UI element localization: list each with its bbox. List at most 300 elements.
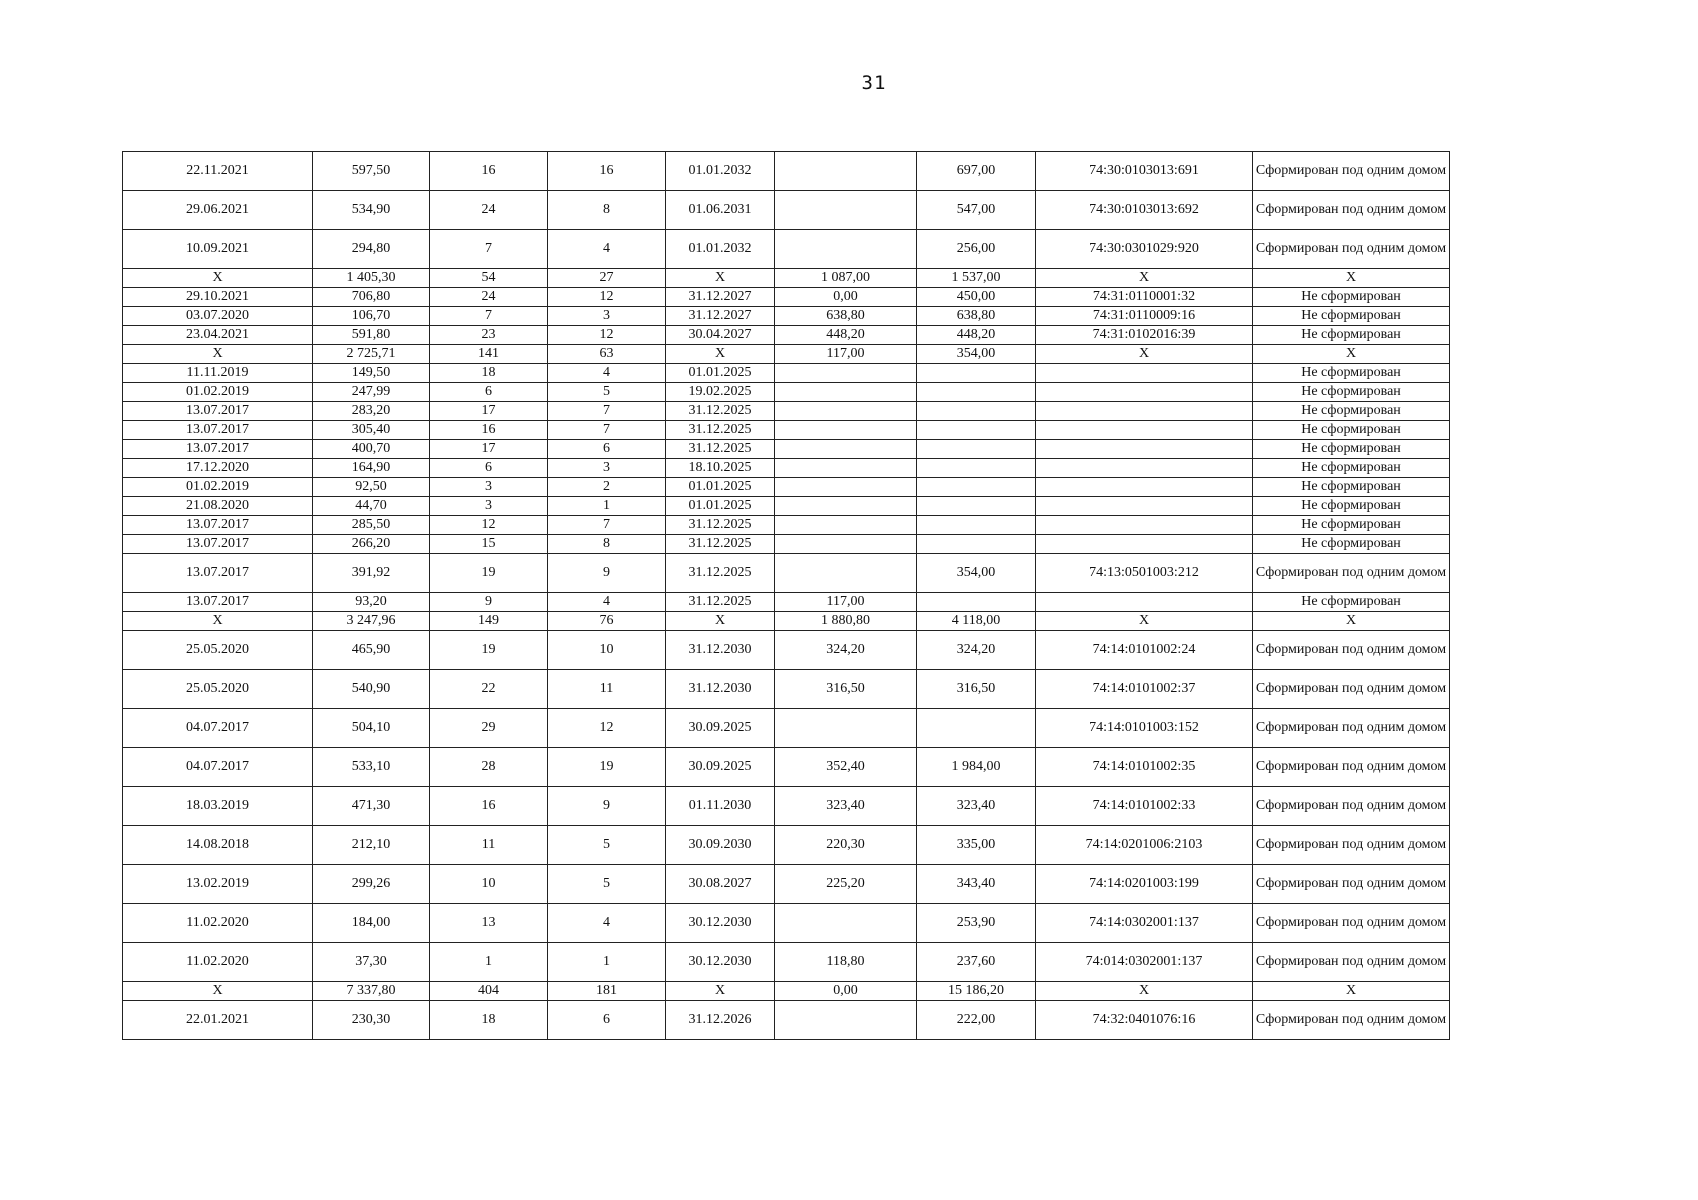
- date-cell: X: [123, 269, 313, 288]
- plot-area-cell: [917, 478, 1036, 497]
- area-cell: 591,80: [313, 326, 430, 345]
- land-area-cell: [775, 364, 917, 383]
- apartments-cell: 1: [548, 943, 666, 982]
- area-cell: 212,10: [313, 826, 430, 865]
- deadline-cell: 31.12.2026: [666, 1001, 775, 1040]
- date-cell: 01.02.2019: [123, 478, 313, 497]
- cadastral-number-cell: 74:30:0301029:920: [1036, 230, 1253, 269]
- status-cell: Не сформирован: [1253, 593, 1450, 612]
- land-area-cell: 1 087,00: [775, 269, 917, 288]
- table-row: [123, 709, 1450, 748]
- cadastral-number-cell: 74:13:0501003:212: [1036, 554, 1253, 593]
- status-cell: Сформирован под одним домом: [1253, 709, 1450, 748]
- table-row: [123, 631, 1450, 670]
- table-row: [123, 191, 1450, 230]
- cadastral-number-cell: 74:14:0101002:24: [1036, 631, 1253, 670]
- area-cell: 106,70: [313, 307, 430, 326]
- land-area-cell: [775, 516, 917, 535]
- cadastral-number-cell: 74:30:0103013:692: [1036, 191, 1253, 230]
- table-row: [123, 421, 1450, 440]
- plot-area-cell: 4 118,00: [917, 612, 1036, 631]
- cadastral-number-cell: 74:30:0103013:691: [1036, 152, 1253, 191]
- deadline-cell: 30.12.2030: [666, 904, 775, 943]
- apartments-cell: 4: [548, 230, 666, 269]
- cadastral-number-cell: [1036, 478, 1253, 497]
- apartments-cell: 7: [548, 421, 666, 440]
- deadline-cell: X: [666, 982, 775, 1001]
- cadastral-number-cell: 74:14:0101002:35: [1036, 748, 1253, 787]
- plot-area-cell: [917, 709, 1036, 748]
- apartments-cell: 3: [548, 307, 666, 326]
- land-area-cell: [775, 191, 917, 230]
- status-cell: Сформирован под одним домом: [1253, 826, 1450, 865]
- date-cell: 13.02.2019: [123, 865, 313, 904]
- cadastral-number-cell: X: [1036, 982, 1253, 1001]
- cadastral-number-cell: [1036, 383, 1253, 402]
- deadline-cell: 31.12.2030: [666, 631, 775, 670]
- status-cell: Сформирован под одним домом: [1253, 865, 1450, 904]
- apartments-cell: 2: [548, 478, 666, 497]
- deadline-cell: 18.10.2025: [666, 459, 775, 478]
- area-cell: 534,90: [313, 191, 430, 230]
- plot-area-cell: [917, 383, 1036, 402]
- status-cell: Сформирован под одним домом: [1253, 1001, 1450, 1040]
- deadline-cell: 30.09.2025: [666, 709, 775, 748]
- plot-area-cell: 450,00: [917, 288, 1036, 307]
- land-area-cell: [775, 709, 917, 748]
- date-cell: 29.06.2021: [123, 191, 313, 230]
- apartments-cell: 1: [548, 497, 666, 516]
- cadastral-number-cell: [1036, 402, 1253, 421]
- date-cell: 11.11.2019: [123, 364, 313, 383]
- residents-cell: 6: [430, 383, 548, 402]
- residents-cell: 18: [430, 364, 548, 383]
- cadastral-number-cell: X: [1036, 612, 1253, 631]
- area-cell: 247,99: [313, 383, 430, 402]
- land-area-cell: 316,50: [775, 670, 917, 709]
- plot-area-cell: [917, 402, 1036, 421]
- deadline-cell: 19.02.2025: [666, 383, 775, 402]
- land-area-cell: 117,00: [775, 345, 917, 364]
- area-cell: 44,70: [313, 497, 430, 516]
- cadastral-number-cell: [1036, 364, 1253, 383]
- deadline-cell: X: [666, 612, 775, 631]
- area-cell: 230,30: [313, 1001, 430, 1040]
- deadline-cell: X: [666, 345, 775, 364]
- status-cell: Не сформирован: [1253, 440, 1450, 459]
- table-row: [123, 787, 1450, 826]
- residents-cell: 17: [430, 440, 548, 459]
- plot-area-cell: 324,20: [917, 631, 1036, 670]
- cadastral-number-cell: 74:014:0302001:137: [1036, 943, 1253, 982]
- date-cell: 17.12.2020: [123, 459, 313, 478]
- date-cell: X: [123, 982, 313, 1001]
- deadline-cell: 01.01.2025: [666, 364, 775, 383]
- residents-cell: 12: [430, 516, 548, 535]
- deadline-cell: 01.01.2025: [666, 478, 775, 497]
- date-cell: 13.07.2017: [123, 516, 313, 535]
- date-cell: 22.11.2021: [123, 152, 313, 191]
- plot-area-cell: 15 186,20: [917, 982, 1036, 1001]
- land-area-cell: 638,80: [775, 307, 917, 326]
- residents-cell: 28: [430, 748, 548, 787]
- residents-cell: 7: [430, 230, 548, 269]
- cadastral-number-cell: [1036, 440, 1253, 459]
- cadastral-number-cell: [1036, 535, 1253, 554]
- residents-cell: 23: [430, 326, 548, 345]
- table-body: [123, 152, 1450, 1040]
- residents-cell: 149: [430, 612, 548, 631]
- date-cell: 13.07.2017: [123, 554, 313, 593]
- status-cell: X: [1253, 982, 1450, 1001]
- cadastral-number-cell: 74:14:0101002:33: [1036, 787, 1253, 826]
- area-cell: 400,70: [313, 440, 430, 459]
- apartments-cell: 181: [548, 982, 666, 1001]
- cadastral-number-cell: 74:31:0110001:32: [1036, 288, 1253, 307]
- apartments-cell: 12: [548, 288, 666, 307]
- land-area-cell: [775, 440, 917, 459]
- status-cell: X: [1253, 269, 1450, 288]
- plot-area-cell: 335,00: [917, 826, 1036, 865]
- apartments-cell: 19: [548, 748, 666, 787]
- land-area-cell: 0,00: [775, 982, 917, 1001]
- table-row: [123, 383, 1450, 402]
- area-cell: 3 247,96: [313, 612, 430, 631]
- land-area-cell: [775, 459, 917, 478]
- plot-area-cell: 323,40: [917, 787, 1036, 826]
- deadline-cell: 31.12.2030: [666, 670, 775, 709]
- residents-cell: 19: [430, 554, 548, 593]
- land-area-cell: [775, 1001, 917, 1040]
- date-cell: 13.07.2017: [123, 421, 313, 440]
- status-cell: Не сформирован: [1253, 326, 1450, 345]
- apartments-cell: 12: [548, 709, 666, 748]
- table-row: [123, 345, 1450, 364]
- plot-area-cell: 253,90: [917, 904, 1036, 943]
- apartments-cell: 9: [548, 787, 666, 826]
- cadastral-number-cell: 74:14:0201006:2103: [1036, 826, 1253, 865]
- residents-cell: 404: [430, 982, 548, 1001]
- land-area-cell: [775, 152, 917, 191]
- date-cell: 21.08.2020: [123, 497, 313, 516]
- land-area-cell: 117,00: [775, 593, 917, 612]
- cadastral-number-cell: [1036, 459, 1253, 478]
- residents-cell: 16: [430, 152, 548, 191]
- table-row: [123, 593, 1450, 612]
- table-row: [123, 612, 1450, 631]
- table-row: [123, 269, 1450, 288]
- date-cell: 13.07.2017: [123, 440, 313, 459]
- plot-area-cell: [917, 421, 1036, 440]
- land-area-cell: 0,00: [775, 288, 917, 307]
- residents-cell: 16: [430, 787, 548, 826]
- status-cell: Не сформирован: [1253, 516, 1450, 535]
- residents-cell: 9: [430, 593, 548, 612]
- area-cell: 504,10: [313, 709, 430, 748]
- residents-cell: 29: [430, 709, 548, 748]
- deadline-cell: 31.12.2025: [666, 516, 775, 535]
- date-cell: 29.10.2021: [123, 288, 313, 307]
- status-cell: Сформирован под одним домом: [1253, 670, 1450, 709]
- residents-cell: 22: [430, 670, 548, 709]
- apartments-cell: 63: [548, 345, 666, 364]
- plot-area-cell: [917, 364, 1036, 383]
- status-cell: Не сформирован: [1253, 383, 1450, 402]
- land-area-cell: 324,20: [775, 631, 917, 670]
- status-cell: Сформирован под одним домом: [1253, 631, 1450, 670]
- cadastral-number-cell: [1036, 497, 1253, 516]
- deadline-cell: 31.12.2025: [666, 593, 775, 612]
- deadline-cell: 30.09.2030: [666, 826, 775, 865]
- status-cell: Сформирован под одним домом: [1253, 904, 1450, 943]
- table-row: [123, 670, 1450, 709]
- area-cell: 1 405,30: [313, 269, 430, 288]
- residents-cell: 10: [430, 865, 548, 904]
- status-cell: Сформирован под одним домом: [1253, 230, 1450, 269]
- deadline-cell: X: [666, 269, 775, 288]
- status-cell: Сформирован под одним домом: [1253, 152, 1450, 191]
- residents-cell: 18: [430, 1001, 548, 1040]
- deadline-cell: 01.01.2032: [666, 152, 775, 191]
- area-cell: 540,90: [313, 670, 430, 709]
- area-cell: 305,40: [313, 421, 430, 440]
- date-cell: 25.05.2020: [123, 631, 313, 670]
- area-cell: 266,20: [313, 535, 430, 554]
- page-number: 31: [861, 72, 887, 94]
- area-cell: 2 725,71: [313, 345, 430, 364]
- apartments-cell: 16: [548, 152, 666, 191]
- plot-area-cell: [917, 516, 1036, 535]
- table-row: [123, 516, 1450, 535]
- table-row: [123, 230, 1450, 269]
- cadastral-number-cell: X: [1036, 345, 1253, 364]
- apartments-cell: 6: [548, 440, 666, 459]
- residents-cell: 1: [430, 943, 548, 982]
- status-cell: Не сформирован: [1253, 364, 1450, 383]
- residents-cell: 54: [430, 269, 548, 288]
- deadline-cell: 31.12.2025: [666, 421, 775, 440]
- cadastral-number-cell: 74:14:0101003:152: [1036, 709, 1253, 748]
- apartments-cell: 4: [548, 593, 666, 612]
- plot-area-cell: 1 537,00: [917, 269, 1036, 288]
- date-cell: 18.03.2019: [123, 787, 313, 826]
- apartments-cell: 9: [548, 554, 666, 593]
- residents-cell: 141: [430, 345, 548, 364]
- apartments-cell: 5: [548, 826, 666, 865]
- date-cell: 03.07.2020: [123, 307, 313, 326]
- residents-cell: 13: [430, 904, 548, 943]
- status-cell: Не сформирован: [1253, 421, 1450, 440]
- date-cell: 13.07.2017: [123, 593, 313, 612]
- cadastral-number-cell: 74:31:0110009:16: [1036, 307, 1253, 326]
- status-cell: Не сформирован: [1253, 535, 1450, 554]
- table-row: [123, 554, 1450, 593]
- table-row: [123, 982, 1450, 1001]
- cadastral-number-cell: 74:32:0401076:16: [1036, 1001, 1253, 1040]
- deadline-cell: 31.12.2025: [666, 554, 775, 593]
- residents-cell: 3: [430, 497, 548, 516]
- deadline-cell: 30.12.2030: [666, 943, 775, 982]
- apartments-cell: 8: [548, 191, 666, 230]
- deadline-cell: 30.08.2027: [666, 865, 775, 904]
- cadastral-number-cell: [1036, 421, 1253, 440]
- table-row: [123, 904, 1450, 943]
- land-area-cell: [775, 904, 917, 943]
- apartments-cell: 3: [548, 459, 666, 478]
- area-cell: 706,80: [313, 288, 430, 307]
- table-row: [123, 307, 1450, 326]
- land-area-cell: [775, 554, 917, 593]
- cadastral-number-cell: 74:14:0101002:37: [1036, 670, 1253, 709]
- status-cell: Не сформирован: [1253, 402, 1450, 421]
- status-cell: Сформирован под одним домом: [1253, 787, 1450, 826]
- area-cell: 285,50: [313, 516, 430, 535]
- plot-area-cell: [917, 593, 1036, 612]
- table-row: [123, 748, 1450, 787]
- status-cell: Не сформирован: [1253, 459, 1450, 478]
- cadastral-number-cell: [1036, 593, 1253, 612]
- plot-area-cell: 354,00: [917, 345, 1036, 364]
- land-area-cell: 1 880,80: [775, 612, 917, 631]
- deadline-cell: 31.12.2025: [666, 402, 775, 421]
- plot-area-cell: 256,00: [917, 230, 1036, 269]
- area-cell: 294,80: [313, 230, 430, 269]
- area-cell: 533,10: [313, 748, 430, 787]
- deadline-cell: 30.04.2027: [666, 326, 775, 345]
- area-cell: 184,00: [313, 904, 430, 943]
- date-cell: 11.02.2020: [123, 904, 313, 943]
- table-row: [123, 288, 1450, 307]
- cadastral-number-cell: 74:14:0302001:137: [1036, 904, 1253, 943]
- area-cell: 465,90: [313, 631, 430, 670]
- deadline-cell: 30.09.2025: [666, 748, 775, 787]
- residents-cell: 7: [430, 307, 548, 326]
- area-cell: 149,50: [313, 364, 430, 383]
- apartments-cell: 27: [548, 269, 666, 288]
- date-cell: 13.07.2017: [123, 535, 313, 554]
- land-area-cell: [775, 535, 917, 554]
- deadline-cell: 01.11.2030: [666, 787, 775, 826]
- table-row: [123, 535, 1450, 554]
- land-area-cell: 220,30: [775, 826, 917, 865]
- plot-area-cell: 448,20: [917, 326, 1036, 345]
- residents-cell: 3: [430, 478, 548, 497]
- land-area-cell: 118,80: [775, 943, 917, 982]
- residents-cell: 24: [430, 288, 548, 307]
- date-cell: 10.09.2021: [123, 230, 313, 269]
- area-cell: 283,20: [313, 402, 430, 421]
- apartments-cell: 7: [548, 516, 666, 535]
- table-row: [123, 152, 1450, 191]
- deadline-cell: 31.12.2025: [666, 440, 775, 459]
- plot-area-cell: [917, 459, 1036, 478]
- area-cell: 299,26: [313, 865, 430, 904]
- land-area-cell: [775, 497, 917, 516]
- table-row: [123, 943, 1450, 982]
- table-row: [123, 826, 1450, 865]
- table-row: [123, 440, 1450, 459]
- land-area-cell: [775, 402, 917, 421]
- status-cell: Не сформирован: [1253, 497, 1450, 516]
- land-area-cell: [775, 230, 917, 269]
- plot-area-cell: [917, 497, 1036, 516]
- plot-area-cell: 316,50: [917, 670, 1036, 709]
- land-area-cell: 352,40: [775, 748, 917, 787]
- table-row: [123, 1001, 1450, 1040]
- land-area-cell: 225,20: [775, 865, 917, 904]
- table-row: [123, 402, 1450, 421]
- deadline-cell: 01.06.2031: [666, 191, 775, 230]
- apartments-cell: 10: [548, 631, 666, 670]
- apartments-cell: 7: [548, 402, 666, 421]
- apartments-cell: 8: [548, 535, 666, 554]
- status-cell: Сформирован под одним домом: [1253, 191, 1450, 230]
- residents-cell: 17: [430, 402, 548, 421]
- plot-area-cell: 547,00: [917, 191, 1036, 230]
- date-cell: X: [123, 345, 313, 364]
- table-row: [123, 459, 1450, 478]
- deadline-cell: 31.12.2025: [666, 535, 775, 554]
- date-cell: 11.02.2020: [123, 943, 313, 982]
- date-cell: 13.07.2017: [123, 402, 313, 421]
- area-cell: 92,50: [313, 478, 430, 497]
- deadline-cell: 31.12.2027: [666, 307, 775, 326]
- plot-area-cell: 237,60: [917, 943, 1036, 982]
- residents-cell: 19: [430, 631, 548, 670]
- status-cell: Сформирован под одним домом: [1253, 943, 1450, 982]
- land-area-cell: [775, 383, 917, 402]
- land-area-cell: 323,40: [775, 787, 917, 826]
- housing-table: [122, 151, 1450, 1040]
- cadastral-number-cell: X: [1036, 269, 1253, 288]
- cadastral-number-cell: 74:31:0102016:39: [1036, 326, 1253, 345]
- date-cell: 25.05.2020: [123, 670, 313, 709]
- date-cell: 22.01.2021: [123, 1001, 313, 1040]
- apartments-cell: 76: [548, 612, 666, 631]
- area-cell: 37,30: [313, 943, 430, 982]
- plot-area-cell: 354,00: [917, 554, 1036, 593]
- table-row: [123, 326, 1450, 345]
- plot-area-cell: 343,40: [917, 865, 1036, 904]
- status-cell: Сформирован под одним домом: [1253, 554, 1450, 593]
- plot-area-cell: [917, 535, 1036, 554]
- date-cell: 01.02.2019: [123, 383, 313, 402]
- plot-area-cell: 222,00: [917, 1001, 1036, 1040]
- apartments-cell: 4: [548, 904, 666, 943]
- status-cell: X: [1253, 612, 1450, 631]
- apartments-cell: 11: [548, 670, 666, 709]
- cadastral-number-cell: [1036, 516, 1253, 535]
- plot-area-cell: [917, 440, 1036, 459]
- deadline-cell: 01.01.2025: [666, 497, 775, 516]
- plot-area-cell: 697,00: [917, 152, 1036, 191]
- residents-cell: 15: [430, 535, 548, 554]
- table-row: [123, 497, 1450, 516]
- cadastral-number-cell: 74:14:0201003:199: [1036, 865, 1253, 904]
- plot-area-cell: 1 984,00: [917, 748, 1036, 787]
- date-cell: X: [123, 612, 313, 631]
- date-cell: 23.04.2021: [123, 326, 313, 345]
- status-cell: Не сформирован: [1253, 478, 1450, 497]
- land-area-cell: [775, 478, 917, 497]
- residents-cell: 11: [430, 826, 548, 865]
- status-cell: Сформирован под одним домом: [1253, 748, 1450, 787]
- apartments-cell: 5: [548, 383, 666, 402]
- area-cell: 391,92: [313, 554, 430, 593]
- date-cell: 04.07.2017: [123, 748, 313, 787]
- plot-area-cell: 638,80: [917, 307, 1036, 326]
- date-cell: 14.08.2018: [123, 826, 313, 865]
